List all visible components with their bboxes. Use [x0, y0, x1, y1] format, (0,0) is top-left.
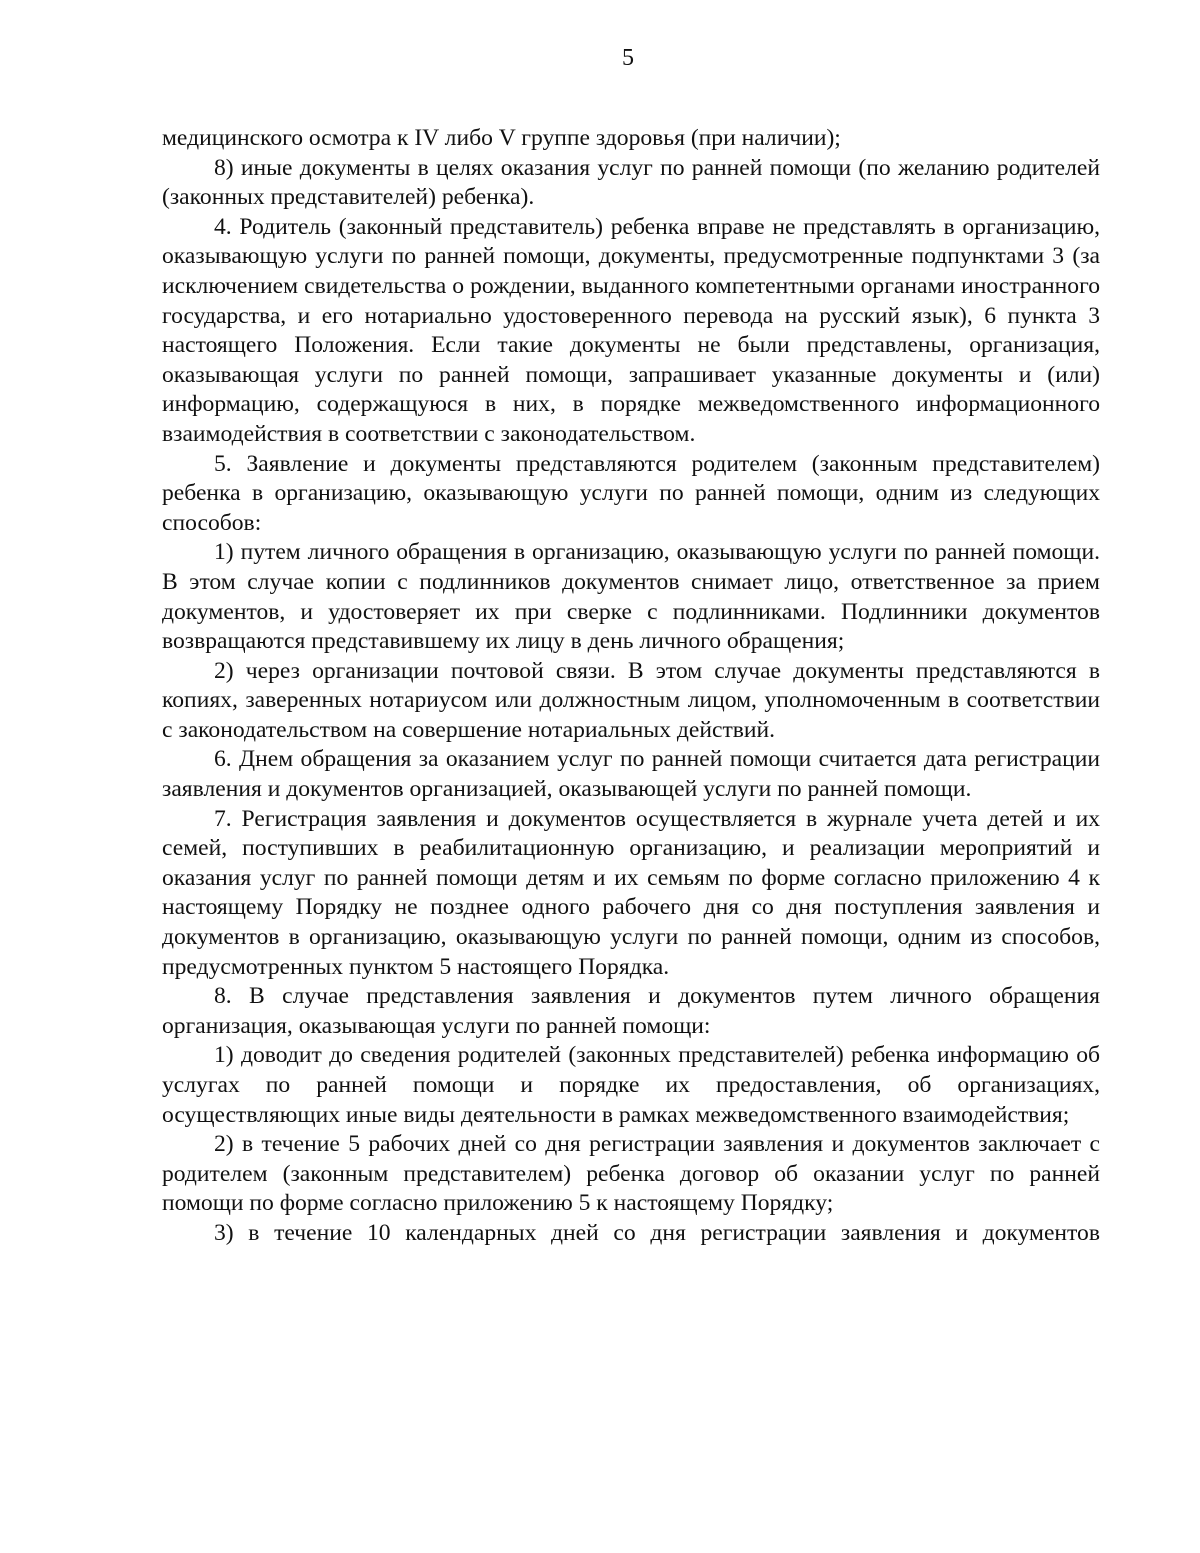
paragraph-clause-8-item-2: 2) в течение 5 рабочих дней со дня регистрации заявления и документов заключает с родителем (законным представителем) ребенка договор об оказании услуг по ранней помощи по форме согласно приложению 5 к настоящему Порядку;	[162, 1131, 1100, 1217]
paragraph-clause-6: 6. Днем обращения за оказанием услуг по ранней помощи считается дата регистрации заявления и документов организацией, оказывающей услуги по ранней помощи.	[162, 746, 1100, 803]
paragraph-continuation: медицинского осмотра к IV либо V группе здоровья (при наличии);	[162, 125, 841, 151]
paragraph-item-8: 8) иные документы в целях оказания услуг по ранней помощи (по желанию родителей (законных представителей) ребенка).	[162, 154, 1100, 211]
paragraph-clause-8: 8. В случае представления заявления и документов путем личного обращения организация, оказывающая услуги по ранней помощи:	[162, 983, 1100, 1039]
paragraph-clause-5-item-2: 2) через организации почтовой связи. В этом случае документы представляются в копиях, заверенных нотариусом или должностным лицом, уполномоченным в соответствии с законодательством на совершение нотариальных действий.	[162, 657, 1100, 743]
paragraph-clause-5-item-1: 1) путем личного обращения в организацию, оказывающую услуги по ранней помощи. В этом случае копии с подлинников документов снимает лицо, ответственное за прием документов, и удостоверяет их при сверке с подлинниками. Подлинники документов возвращаются представившему их лицу в день личного обращения;	[162, 539, 1100, 655]
page-number: 5	[622, 45, 634, 71]
paragraph-clause-8-item-3: 3) в течение 10 календарных дней со дня регистрации заявления и документов	[214, 1219, 1100, 1246]
paragraph-clause-8-item-1: 1) доводит до сведения родителей (законных представителей) ребенка информацию об услугах по ранней помощи и порядке их предоставления, об организациях, осуществляющих иные виды деятельности в рамках межведомственного взаимодействия;	[162, 1042, 1100, 1128]
document-body	[162, 124, 1100, 1249]
paragraph-clause-5: 5. Заявление и документы представляются родителем (законным представителем) ребенка в организацию, оказывающую услуги по ранней помощи, одним из следующих способов:	[162, 450, 1100, 536]
paragraph-clause-4: 4. Родитель (законный представитель) ребенка вправе не представлять в организацию, оказывающую услуги по ранней помощи, документы, предусмотренные подпунктами 3 (за исключением свидетельства о рождении, выданного компетентными органами иностранного государства, и его нотариально удостоверенного перевода на русский язык), 6 пункта 3 настоящего Положения. Если такие документы не были представлены, организация, оказывающая услуги по ранней помощи, запрашивает указанные документы и (или) информацию, содержащуюся в них, в порядке межведомственного информационного взаимодействия в соответствии с законодательством.	[162, 213, 1100, 447]
paragraph-clause-7: 7. Регистрация заявления и документов осуществляется в журнале учета детей и их семей, поступивших в реабилитационную организацию, и реализации мероприятий и оказания услуг по ранней помощи детям и их семьям по форме согласно приложению 4 к настоящему Порядку не позднее одного рабочего дня со дня поступления заявления и документов в организацию, оказывающую услуги по ранней помощи, одним из способов, предусмотренных пунктом 5 настоящего Порядка.	[162, 805, 1100, 980]
